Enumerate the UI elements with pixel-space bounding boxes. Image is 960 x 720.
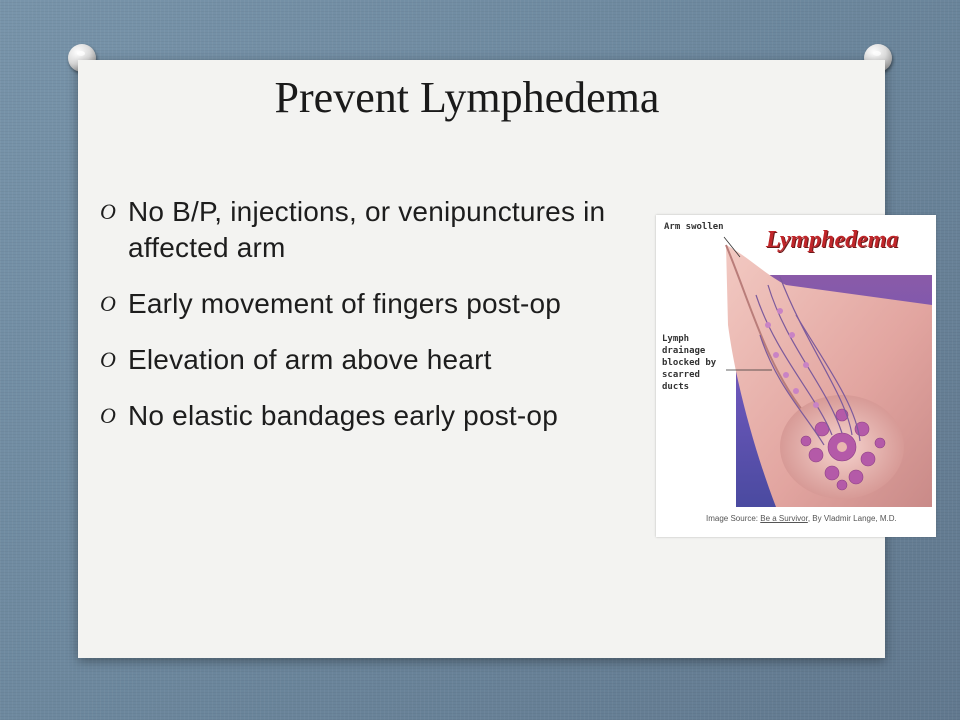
caption-link[interactable]: Be a Survivor [760, 514, 808, 523]
label-lymph-drainage: Lymph drainage blocked by scarred ducts [662, 334, 717, 392]
image-source-caption [706, 514, 897, 523]
bullet-text: No elastic bandages early post-op [128, 400, 558, 431]
caption-suffix: , By Vladmir Lange, M.D. [807, 514, 897, 523]
bullet-item [100, 342, 630, 378]
bullet-marker-icon: O [100, 347, 117, 372]
label-arm-swollen: Arm swollen [664, 222, 724, 232]
bullet-list [100, 194, 630, 454]
bullet-marker-icon: O [100, 403, 117, 428]
slide-title: Prevent Lymphedema [274, 73, 660, 122]
bullet-text: Early movement of fingers post-op [128, 288, 562, 319]
lymphedema-illustration [656, 215, 936, 537]
bullet-text: No B/P, injections, or venipunctures in affected arm [128, 196, 606, 263]
bullet-marker-icon: O [100, 199, 117, 224]
figure-title: Lymphedema [766, 227, 899, 253]
caption-prefix: Image Source: [706, 514, 761, 523]
bullet-item [100, 398, 630, 434]
bullet-marker-icon: O [100, 291, 117, 316]
bullet-text: Elevation of arm above heart [128, 344, 492, 375]
bullet-item [100, 286, 630, 322]
bullet-item [100, 194, 630, 266]
